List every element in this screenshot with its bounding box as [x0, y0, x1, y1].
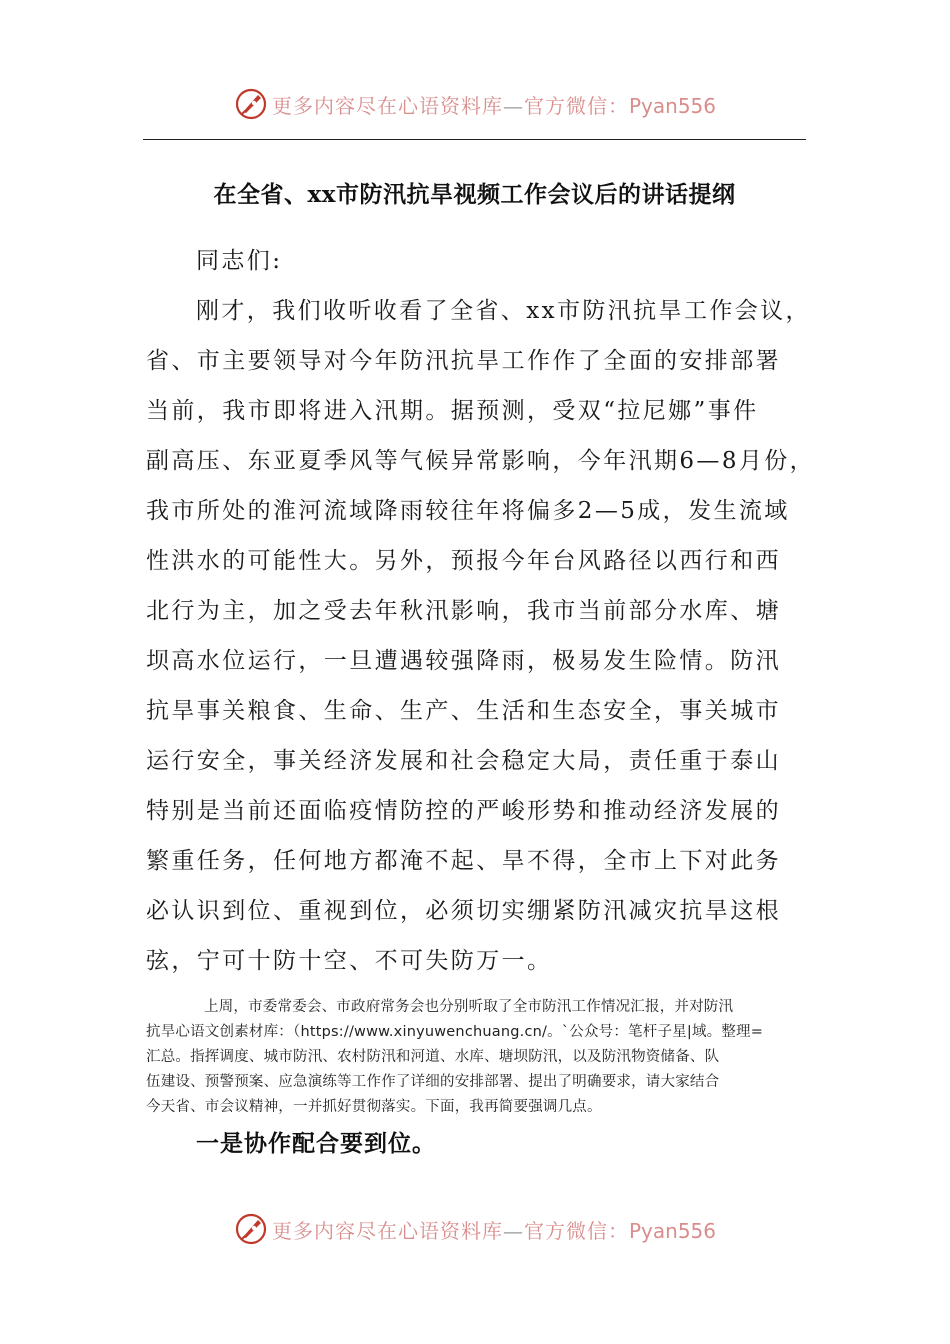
quill-logo-icon: [234, 87, 268, 121]
body-line: 繁重任务，任何地方都淹不起、旱不得，全市上下对此务: [146, 848, 781, 874]
body-line: 坝高水位运行，一旦遭遇较强降雨，极易发生险情。防汛: [146, 648, 781, 674]
banner-text: 更多内容尽在心语资料库—官方微信：Pyan556: [271, 1218, 716, 1243]
header-rule: [143, 139, 806, 140]
small-line: 汇总。指挥调度、城市防汛、农村防汛和河道、水库、塘坝防汛，以及防汛物资储备、队: [146, 1049, 720, 1065]
banner-text: 更多内容尽在心语资料库—官方微信：Pyan556: [271, 93, 716, 118]
body-line: 副高压、东亚夏季风等气候异常影响，今年汛期6—8月份，: [146, 448, 816, 474]
body-line: 特别是当前还面临疫情防控的严峻形势和推动经济发展的: [146, 798, 781, 824]
body-line: 弦，宁可十防十空、不可失防万一。: [146, 948, 553, 974]
body-line: 性洪水的可能性大。另外，预报今年台风路径以西行和西: [146, 548, 781, 574]
body-line: 刚才，我们收听收看了全省、xx市防汛抗旱工作会议，: [196, 298, 811, 324]
small-line: 伍建设、预警预案、应急演练等工作作了详细的安排部署、提出了明确要求，请大家结合: [146, 1074, 720, 1090]
body-line: 北行为主，加之受去年秋汛影响，我市当前部分水库、塘: [146, 598, 781, 624]
body-line: 当前，我市即将进入汛期。据预测，受双“拉尼娜”事件: [146, 398, 759, 424]
body-line: 省、市主要领导对今年防汛抗旱工作作了全面的安排部署: [146, 348, 781, 374]
footer-banner: [0, 1209, 950, 1249]
body-line: 抗旱事关粮食、生命、生产、生活和生态安全，事关城市: [146, 698, 781, 724]
small-line: 上周，市委常委会、市政府常务会也分别听取了全市防汛工作情况汇报，并对防汛: [204, 999, 734, 1015]
document-body: [146, 236, 816, 986]
header-banner: [0, 84, 950, 124]
salutation: 同志们:: [196, 248, 283, 274]
small-paragraph: [146, 995, 810, 1120]
quill-logo-icon: [234, 1212, 268, 1246]
section-heading: 一是协作配合要到位。: [196, 1131, 436, 1157]
small-line: 今天省、市会议精神，一并抓好贯彻落实。下面，我再简要强调几点。: [146, 1099, 602, 1115]
body-line: 运行安全，事关经济发展和社会稳定大局，责任重于泰山: [146, 748, 781, 774]
document-title: 在全省、xx市防汛抗旱视频工作会议后的讲话提纲: [213, 181, 736, 208]
small-line: 抗旱心语文创素材库：（https://www.xinyuwenchuang.cn/。`公众号：笔杆子星|域。整理=: [146, 1024, 764, 1040]
body-line: 我市所处的淮河流域降雨较往年将偏多2—5成，发生流域: [146, 498, 790, 524]
body-line: 必认识到位、重视到位，必须切实绷紧防汛减灾抗旱这根: [146, 898, 781, 924]
